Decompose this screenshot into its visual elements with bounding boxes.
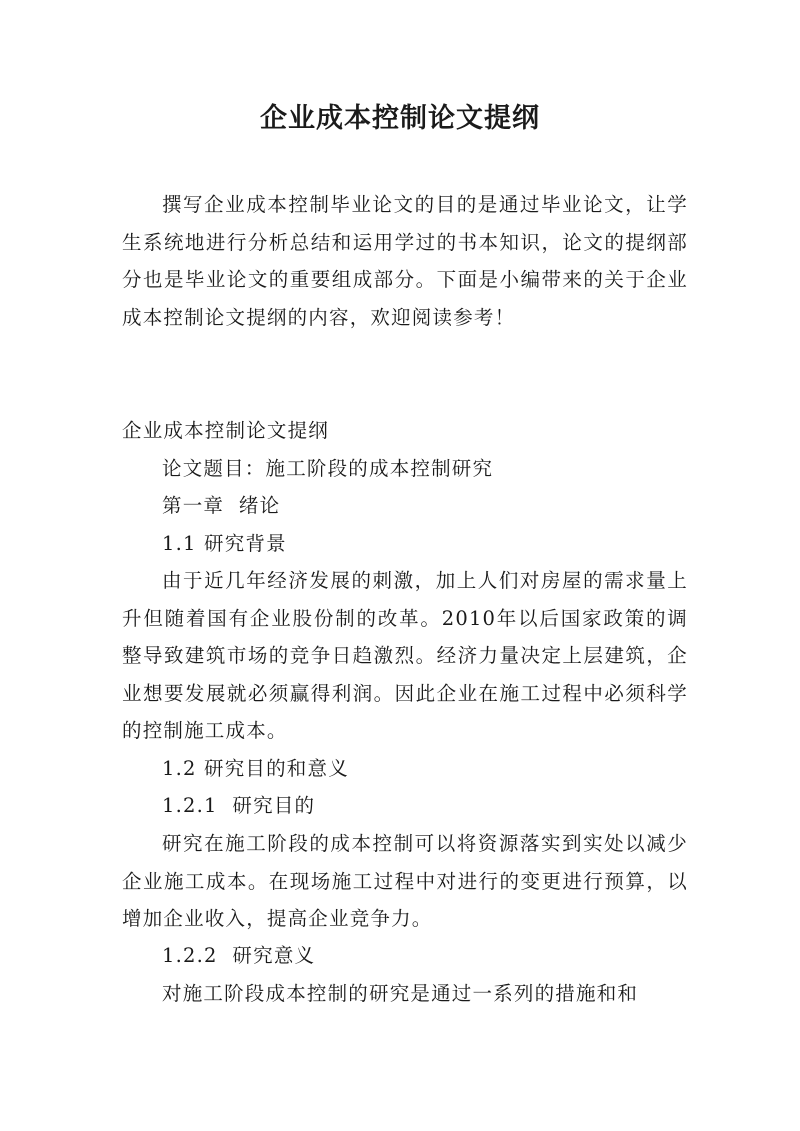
section-1-2-1-heading: 1.2.1 研究目的 (162, 794, 316, 817)
section-1-2-2-paragraph: 对施工阶段成本控制的研究是通过一系列的措施和和 (162, 982, 639, 1005)
section-1-2-1-paragraph: 研究在施工阶段的成本控制可以将资源落实到实处以减少企业施工成本。在现场施工过程中对进行的变更进行预算，以增加企业收入，提高企业竞争力。 (122, 832, 688, 930)
section-1-2-heading: 1.2 研究目的和意义 (162, 757, 349, 780)
intro-paragraph: 撰写企业成本控制毕业论文的目的是通过毕业论文，让学生系统地进行分析总结和运用学过的书本知识，论文的提纲部分也是毕业论文的重要组成部分。下面是小编带来的关于企业成本控制论文提纲的内容，欢迎阅读参考！ (122, 193, 688, 329)
section-1-1-heading: 1.1 研究背景 (162, 532, 287, 555)
section-1-1-paragraph: 由于近几年经济发展的刺激，加上人们对房屋的需求量上升但随着国有企业股份制的改革。2010年以后国家政策的调整导致建筑市场的竞争日趋激烈。经济力量决定上层建筑，企业想要发展就必须赢得利润。因此企业在施工过程中必须科学的控制施工成本。 (122, 569, 688, 742)
section-1-2-2-heading: 1.2.2 研究意义 (162, 944, 316, 967)
chapter-heading: 第一章 绪论 (162, 494, 281, 517)
section-heading: 企业成本控制论文提纲 (122, 419, 330, 442)
thesis-topic: 论文题目：施工阶段的成本控制研究 (162, 457, 494, 480)
page-title: 企业成本控制论文提纲 (260, 103, 540, 134)
